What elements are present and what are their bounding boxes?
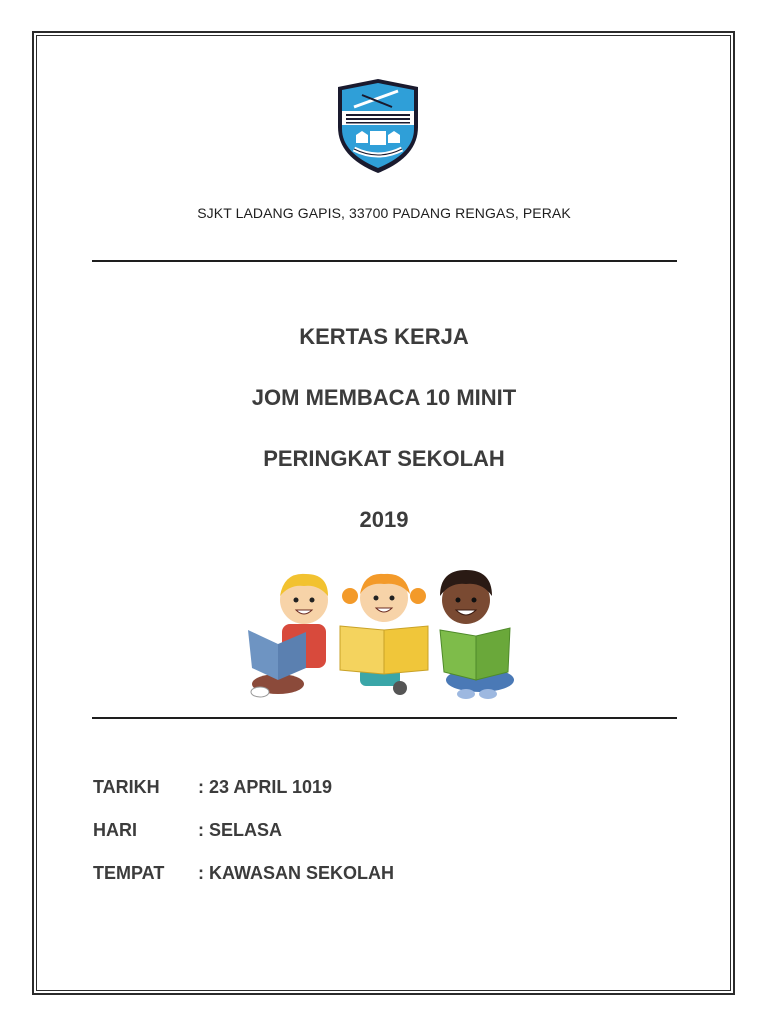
- school-address: SJKT LADANG GAPIS, 33700 PADANG RENGAS, PERAK: [197, 205, 571, 221]
- school-crest-logo: [332, 77, 424, 175]
- info-value: : KAWASAN SEKOLAH: [198, 863, 395, 883]
- info-label: TEMPAT: [93, 863, 165, 883]
- child-reading-icon: [440, 570, 514, 699]
- divider-bottom: [92, 717, 677, 719]
- programme-level: PERINGKAT SEKOLAH: [263, 446, 505, 471]
- info-row-venue: [93, 863, 394, 884]
- info-row-day: [93, 820, 282, 841]
- info-value: : SELASA: [198, 820, 283, 840]
- programme-name: JOM MEMBACA 10 MINIT: [251, 385, 517, 410]
- divider-top: [92, 260, 677, 262]
- document-title: KERTAS KERJA: [299, 324, 469, 349]
- info-label: HARI: [93, 820, 137, 840]
- info-row-date: [93, 777, 332, 798]
- programme-year: 2019: [359, 507, 409, 532]
- child-reading-icon: [340, 574, 428, 695]
- info-label: TARIKH: [93, 777, 160, 797]
- info-value: : 23 APRIL 1019: [198, 777, 333, 797]
- child-reading-icon: [248, 574, 328, 697]
- children-reading-illustration: [244, 568, 518, 702]
